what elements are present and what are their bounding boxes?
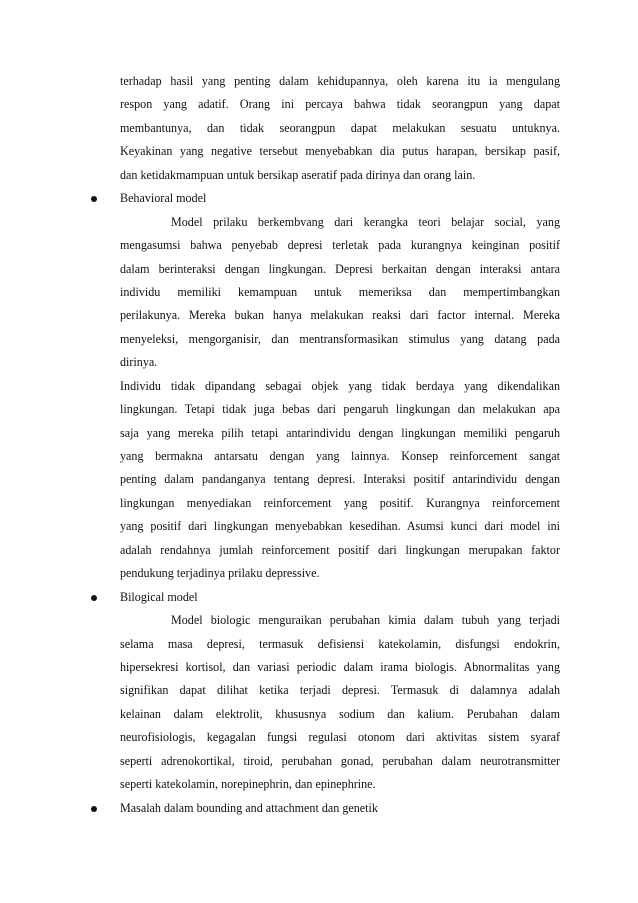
text-line: lingkungan menyediakan reinforcement yang positif. Kurangnya reinforcement	[120, 495, 560, 510]
bullet-item-heading	[120, 187, 560, 210]
text-line: Keyakinan yang negative tersebut menyebabkan dia putus harapan, bersikap pasif,	[120, 144, 560, 159]
paragraph	[120, 609, 560, 797]
bullet-icon	[91, 595, 97, 601]
bullet-item-heading	[120, 797, 560, 820]
bullet-text: Bilogical model	[120, 589, 198, 604]
text-line: yang positif dari lingkungan menyebabkan kesedihan. Asumsi kunci dari model ini	[120, 519, 560, 534]
text-line: membantunya, dan tidak seorangpun dapat melakukan sesuatu untuknya.	[120, 120, 560, 135]
text-line: dan ketidakmampuan untuk bersikap aseratif pada dirinya dan orang lain.	[120, 167, 476, 182]
text-line: pendukung terjadinya prilaku depressive.	[120, 566, 320, 581]
paragraph	[120, 70, 560, 187]
text-line: hipersekresi kortisol, dan variasi periodic dalam irama biologis. Abnormalitas yang	[120, 659, 560, 674]
text-line: menyeleksi, mengorganisir, dan mentransformasikan stimulus yang datang pada	[120, 331, 560, 346]
bullet-text: Masalah dalam bounding and attachment dan genetik	[120, 800, 378, 815]
text-line: adalah rendahnya jumlah reinforcement positif dari lingkungan merupakan faktor	[120, 542, 560, 557]
text-line: dirinya.	[120, 355, 158, 370]
text-line: mengasumsi bahwa penyebab depresi terletak pada kurangnya keinginan positif	[120, 238, 560, 253]
bullet-item-heading	[120, 586, 560, 609]
text-line: kelainan dalam elektrolit, khususnya sodium dan kalium. Perubahan dalam	[120, 706, 560, 721]
text-line: signifikan dapat dilihat ketika terjadi depresi. Termasuk di dalamnya adalah	[120, 683, 560, 698]
text-line: terhadap hasil yang penting dalam kehidupannya, oleh karena itu ia mengulang	[120, 74, 560, 88]
text-line: neurofisiologis, kegagalan fungsi regulasi otonom dari aktivitas sistem syaraf	[120, 730, 560, 745]
text-line: perilakunya. Mereka bukan hanya melakukan reaksi dari factor internal. Mereka	[120, 308, 560, 323]
text-line: lingkungan. Tetapi tidak juga bebas dari pengaruh lingkungan dan melakukan apa	[120, 402, 560, 417]
text-line: penting dalam pandanganya tentang depresi. Interaksi positif antarindividu dengan	[120, 472, 560, 487]
text-line: Model prilaku berkembvang dari kerangka teori belajar social, yang	[171, 214, 560, 229]
text-line: selama masa depresi, termasuk defisiensi katekolamin, disfungsi endokrin,	[120, 636, 560, 651]
text-line: respon yang adatif. Orang ini percaya bahwa tidak seorangpun yang dapat	[120, 97, 560, 112]
paragraph	[120, 211, 560, 375]
text-line: seperti katekolamin, norepinephrin, dan epinephrine.	[120, 777, 376, 792]
text-line: yang bermakna antarsatu dengan yang lainnya. Konsep reinforcement sangat	[120, 449, 560, 463]
bullet-text: Behavioral model	[120, 191, 207, 206]
paragraph	[120, 375, 560, 586]
text-line: dalam berinteraksi dengan lingkungan. Depresi berkaitan dengan interaksi antara	[120, 261, 560, 276]
text-line: Model biologic menguraikan perubahan kimia dalam tubuh yang terjadi	[171, 613, 560, 628]
bullet-icon	[91, 196, 97, 202]
text-line: individu memiliki kemampuan untuk memeriksa dan mempertimbangkan	[120, 284, 560, 299]
text-line: saja yang mereka pilih tetapi antarindividu dengan lingkungan memiliki pengaruh	[120, 425, 560, 440]
text-line: Individu tidak dipandang sebagai objek yang tidak berdaya yang dikendalikan	[120, 378, 560, 393]
text-line: seperti adrenokortikal, tiroid, perubahan gonad, perubahan dalam neurotransmitter	[120, 753, 560, 768]
bullet-icon	[91, 806, 97, 812]
document-body	[120, 70, 560, 820]
